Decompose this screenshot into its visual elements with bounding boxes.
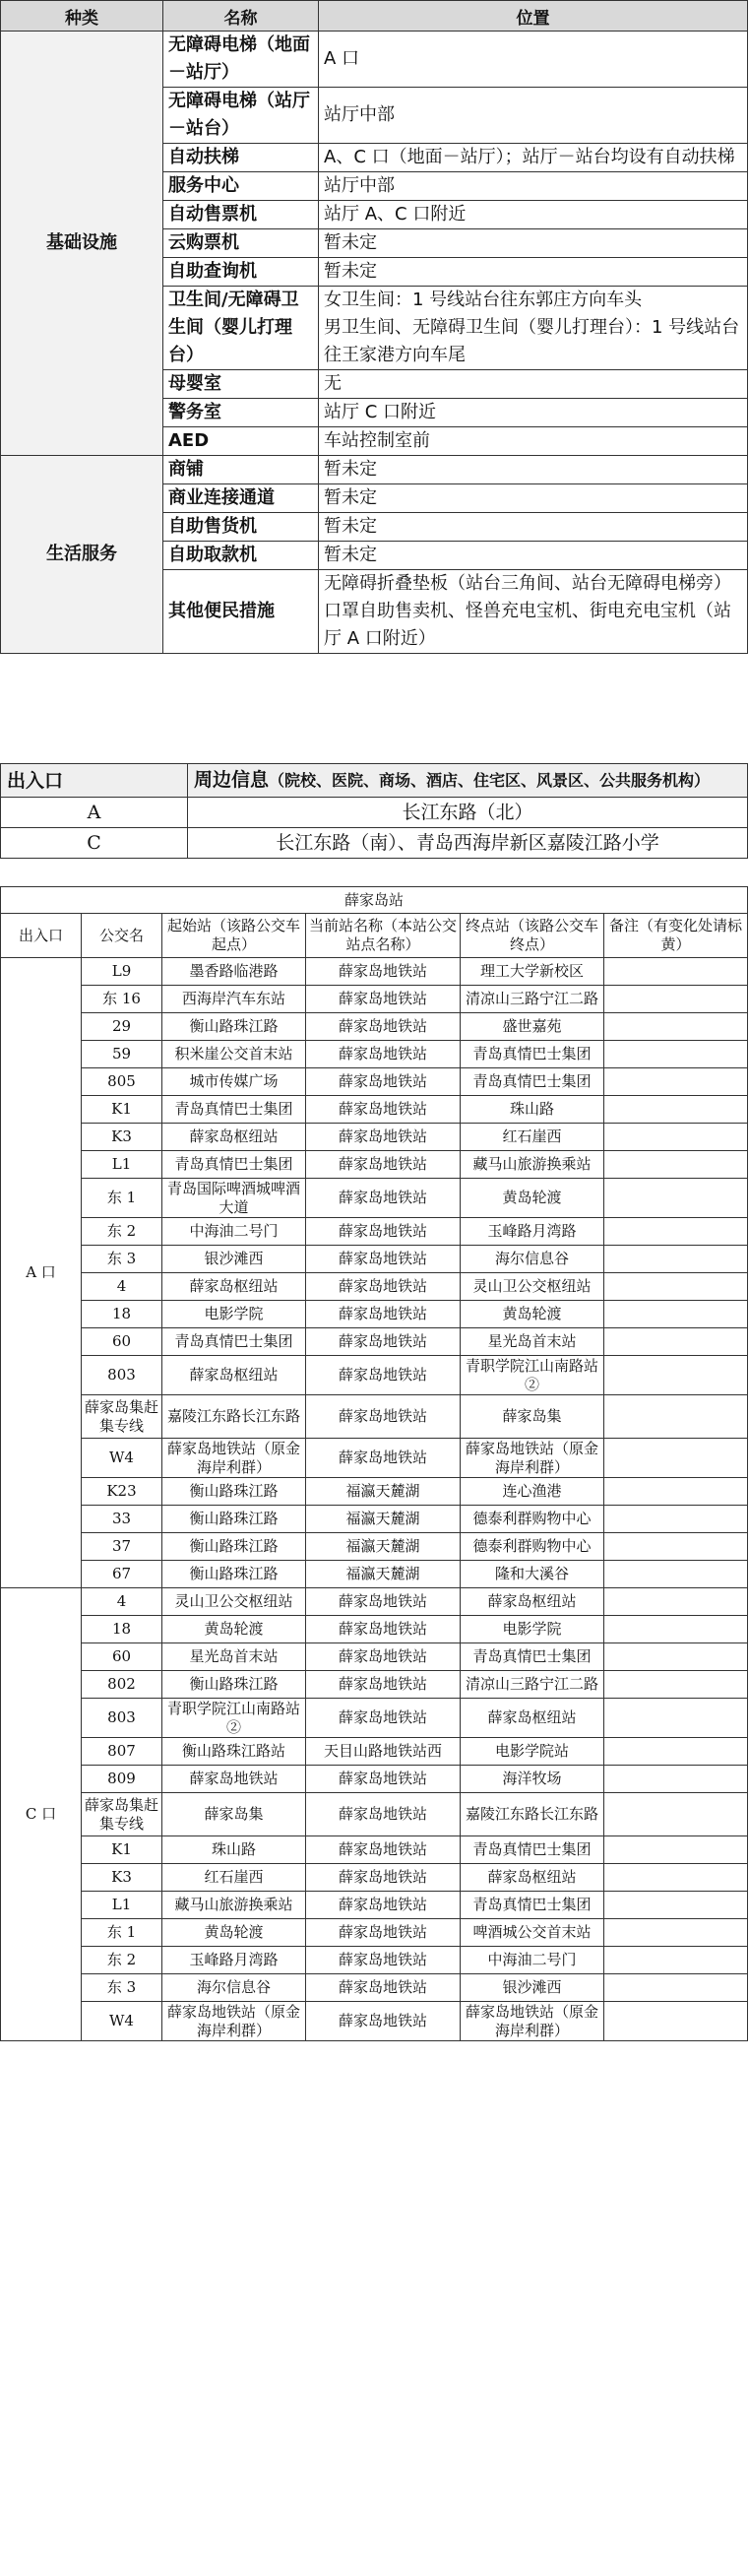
facility-category: 生活服务 — [1, 456, 163, 654]
facility-name: 商铺 — [163, 456, 319, 484]
bus-current: 薛家岛地铁站 — [306, 1793, 461, 1836]
bus-start: 墨香路临港路 — [162, 958, 306, 986]
bus-current: 薛家岛地铁站 — [306, 1356, 461, 1395]
bus-note — [604, 1671, 748, 1699]
bus-line: 东 16 — [82, 986, 162, 1013]
entrance-info: 长江东路（北） — [188, 798, 748, 828]
bus-note — [604, 1616, 748, 1643]
bus-current: 薛家岛地铁站 — [306, 1892, 461, 1919]
bus-start: 藏马山旅游换乘站 — [162, 1892, 306, 1919]
bus-row — [1, 1301, 748, 1328]
bus-current: 薛家岛地铁站 — [306, 1124, 461, 1151]
facility-name: 自动扶梯 — [163, 144, 319, 172]
bus-current: 薛家岛地铁站 — [306, 1013, 461, 1041]
facility-position: 无障碍折叠垫板（站台三角间、站台无障碍电梯旁） 口罩自助售卖机、怪兽充电宝机、街电充电宝机（站厅 A 口附近） — [319, 570, 748, 654]
bus-end: 德泰利群购物中心 — [461, 1506, 604, 1533]
bus-note — [604, 1041, 748, 1068]
bus-end: 隆和大溪谷 — [461, 1561, 604, 1588]
facility-name: 母婴室 — [163, 370, 319, 399]
bus-entrance: C 口 — [1, 1588, 82, 2041]
bus-start: 电影学院 — [162, 1301, 306, 1328]
entrance-row — [1, 828, 748, 859]
header-position: 位置 — [319, 1, 748, 32]
bus-row — [1, 1974, 748, 2002]
bus-row — [1, 1218, 748, 1246]
facility-name: 卫生间/无障碍卫生间（婴儿打理台） — [163, 287, 319, 370]
facility-name: 无障碍电梯（地面－站厅） — [163, 32, 319, 88]
bus-start: 青岛国际啤酒城啤酒大道 — [162, 1179, 306, 1218]
entrance-gate: A — [1, 798, 188, 828]
bus-start: 薛家岛地铁站（原金海岸利群） — [162, 1439, 306, 1478]
bus-end: 海尔信息谷 — [461, 1246, 604, 1273]
bus-line: W4 — [82, 1439, 162, 1478]
bus-entrance: A 口 — [1, 958, 82, 1588]
bus-start: 青岛真情巴士集团 — [162, 1328, 306, 1356]
bus-row — [1, 1506, 748, 1533]
facility-name: 云购票机 — [163, 229, 319, 258]
bus-end: 连心渔港 — [461, 1478, 604, 1506]
bus-note — [604, 1506, 748, 1533]
bus-row — [1, 1439, 748, 1478]
bus-row — [1, 1124, 748, 1151]
bus-header-cell: 公交名 — [82, 914, 162, 958]
bus-note — [604, 1974, 748, 2002]
bus-row — [1, 1793, 748, 1836]
bus-start: 薛家岛枢纽站 — [162, 1124, 306, 1151]
bus-line: 59 — [82, 1041, 162, 1068]
bus-line: K23 — [82, 1478, 162, 1506]
bus-note — [604, 1439, 748, 1478]
bus-end: 薛家岛地铁站（原金海岸利群） — [461, 1439, 604, 1478]
bus-row — [1, 1246, 748, 1273]
bus-row — [1, 1738, 748, 1766]
bus-start: 积米崖公交首末站 — [162, 1041, 306, 1068]
bus-row — [1, 1919, 748, 1947]
bus-current: 薛家岛地铁站 — [306, 1919, 461, 1947]
bus-line: 67 — [82, 1561, 162, 1588]
bus-end: 薛家岛枢纽站 — [461, 1588, 604, 1616]
bus-line: 薛家岛集赶集专线 — [82, 1395, 162, 1439]
bus-title-row — [1, 887, 748, 914]
bus-row — [1, 1533, 748, 1561]
facility-name: 自动售票机 — [163, 201, 319, 229]
bus-row — [1, 1151, 748, 1179]
bus-row — [1, 1273, 748, 1301]
facility-position: 暂未定 — [319, 258, 748, 287]
entrances-header-row — [1, 764, 748, 798]
bus-current: 薛家岛地铁站 — [306, 1439, 461, 1478]
bus-end: 黄岛轮渡 — [461, 1301, 604, 1328]
bus-row — [1, 1478, 748, 1506]
bus-start: 星光岛首末站 — [162, 1643, 306, 1671]
facility-name: 商业连接通道 — [163, 484, 319, 513]
bus-start: 衡山路珠江路 — [162, 1478, 306, 1506]
bus-end: 薛家岛枢纽站 — [461, 1699, 604, 1738]
bus-note — [604, 1013, 748, 1041]
bus-end: 青岛真情巴士集团 — [461, 1892, 604, 1919]
bus-start: 黄岛轮渡 — [162, 1919, 306, 1947]
bus-end: 盛世嘉苑 — [461, 1013, 604, 1041]
bus-line: 4 — [82, 1273, 162, 1301]
bus-line: K1 — [82, 1096, 162, 1124]
bus-end: 黄岛轮渡 — [461, 1179, 604, 1218]
facility-name: 警务室 — [163, 399, 319, 427]
bus-start: 衡山路珠江路 — [162, 1533, 306, 1561]
bus-line: L9 — [82, 958, 162, 986]
bus-note — [604, 1395, 748, 1439]
bus-start: 衡山路珠江路 — [162, 1671, 306, 1699]
bus-start: 珠山路 — [162, 1836, 306, 1864]
bus-end: 清凉山三路宁江二路 — [461, 986, 604, 1013]
bus-header-cell: 终点站（该路公交车终点） — [461, 914, 604, 958]
bus-current: 福瀛天麓湖 — [306, 1506, 461, 1533]
bus-note — [604, 1699, 748, 1738]
facility-position: 暂未定 — [319, 484, 748, 513]
bus-start: 薛家岛枢纽站 — [162, 1273, 306, 1301]
bus-current: 薛家岛地铁站 — [306, 1301, 461, 1328]
bus-note — [604, 1643, 748, 1671]
facility-name: 自助查询机 — [163, 258, 319, 287]
bus-current: 薛家岛地铁站 — [306, 1328, 461, 1356]
bus-row — [1, 1864, 748, 1892]
bus-start: 衡山路珠江路站 — [162, 1738, 306, 1766]
bus-end: 星光岛首末站 — [461, 1328, 604, 1356]
facility-position: 暂未定 — [319, 542, 748, 570]
bus-current: 薛家岛地铁站 — [306, 1643, 461, 1671]
bus-current: 天目山路地铁站西 — [306, 1738, 461, 1766]
bus-current: 薛家岛地铁站 — [306, 1395, 461, 1439]
bus-note — [604, 986, 748, 1013]
bus-end: 嘉陵江东路长江东路 — [461, 1793, 604, 1836]
bus-line: 薛家岛集赶集专线 — [82, 1793, 162, 1836]
bus-note — [604, 1947, 748, 1974]
bus-current: 薛家岛地铁站 — [306, 958, 461, 986]
bus-note — [604, 1766, 748, 1793]
bus-row — [1, 1643, 748, 1671]
bus-start: 黄岛轮渡 — [162, 1616, 306, 1643]
bus-note — [604, 1068, 748, 1096]
facility-position: 站厅 C 口附近 — [319, 399, 748, 427]
bus-line: 807 — [82, 1738, 162, 1766]
entrance-header-gate: 出入口 — [1, 764, 188, 798]
bus-note — [604, 958, 748, 986]
bus-start: 红石崖西 — [162, 1864, 306, 1892]
bus-header-cell: 起始站（该路公交车起点） — [162, 914, 306, 958]
bus-line: 东 2 — [82, 1947, 162, 1974]
bus-row — [1, 1836, 748, 1864]
bus-end: 青职学院江山南路站② — [461, 1356, 604, 1395]
entrances-table — [0, 763, 748, 859]
bus-current: 薛家岛地铁站 — [306, 986, 461, 1013]
bus-end: 灵山卫公交枢纽站 — [461, 1273, 604, 1301]
bus-row — [1, 958, 748, 986]
facility-position: 站厅 A、C 口附近 — [319, 201, 748, 229]
bus-end: 青岛真情巴士集团 — [461, 1836, 604, 1864]
bus-end: 青岛真情巴士集团 — [461, 1643, 604, 1671]
header-name: 名称 — [163, 1, 319, 32]
bus-current: 薛家岛地铁站 — [306, 1246, 461, 1273]
bus-row — [1, 1947, 748, 1974]
bus-note — [604, 1179, 748, 1218]
facilities-table — [0, 0, 748, 654]
bus-end: 薛家岛集 — [461, 1395, 604, 1439]
bus-current: 薛家岛地铁站 — [306, 2002, 461, 2041]
bus-start: 西海岸汽车东站 — [162, 986, 306, 1013]
bus-note — [604, 1478, 748, 1506]
bus-start: 薛家岛集 — [162, 1793, 306, 1836]
bus-row — [1, 1356, 748, 1395]
bus-row — [1, 1561, 748, 1588]
bus-start: 衡山路珠江路 — [162, 1561, 306, 1588]
bus-current: 薛家岛地铁站 — [306, 1766, 461, 1793]
facility-row — [1, 32, 748, 88]
bus-line: 803 — [82, 1699, 162, 1738]
bus-note — [604, 1124, 748, 1151]
bus-line: 60 — [82, 1328, 162, 1356]
entrance-info: 长江东路（南）、青岛西海岸新区嘉陵江路小学 — [188, 828, 748, 859]
bus-row — [1, 1328, 748, 1356]
bus-note — [604, 1151, 748, 1179]
bus-line: K3 — [82, 1864, 162, 1892]
bus-row — [1, 1671, 748, 1699]
bus-note — [604, 1864, 748, 1892]
bus-start: 薛家岛地铁站（原金海岸利群） — [162, 2002, 306, 2041]
entrance-row — [1, 798, 748, 828]
bus-end: 德泰利群购物中心 — [461, 1533, 604, 1561]
facility-position: A、C 口（地面－站厅）；站厅－站台均设有自动扶梯 — [319, 144, 748, 172]
bus-current: 薛家岛地铁站 — [306, 1671, 461, 1699]
bus-row — [1, 1892, 748, 1919]
bus-start: 玉峰路月湾路 — [162, 1947, 306, 1974]
bus-note — [604, 1738, 748, 1766]
bus-start: 衡山路珠江路 — [162, 1506, 306, 1533]
bus-header-row — [1, 914, 748, 958]
bus-end: 玉峰路月湾路 — [461, 1218, 604, 1246]
bus-start: 青职学院江山南路站② — [162, 1699, 306, 1738]
bus-start: 中海油二号门 — [162, 1218, 306, 1246]
bus-current: 福瀛天麓湖 — [306, 1561, 461, 1588]
facility-position: 暂未定 — [319, 229, 748, 258]
bus-line: 29 — [82, 1013, 162, 1041]
bus-line: 18 — [82, 1301, 162, 1328]
bus-end: 青岛真情巴士集团 — [461, 1068, 604, 1096]
bus-end: 电影学院 — [461, 1616, 604, 1643]
entrance-gate: C — [1, 828, 188, 859]
bus-current: 薛家岛地铁站 — [306, 1068, 461, 1096]
bus-current: 薛家岛地铁站 — [306, 1864, 461, 1892]
bus-end: 珠山路 — [461, 1096, 604, 1124]
bus-note — [604, 1561, 748, 1588]
bus-line: 803 — [82, 1356, 162, 1395]
bus-end: 海洋牧场 — [461, 1766, 604, 1793]
bus-start: 嘉陵江东路长江东路 — [162, 1395, 306, 1439]
bus-end: 中海油二号门 — [461, 1947, 604, 1974]
bus-row — [1, 986, 748, 1013]
bus-current: 薛家岛地铁站 — [306, 1699, 461, 1738]
bus-current: 薛家岛地铁站 — [306, 1151, 461, 1179]
bus-table — [0, 886, 748, 2041]
bus-row — [1, 1068, 748, 1096]
bus-note — [604, 1533, 748, 1561]
bus-row — [1, 1013, 748, 1041]
bus-end: 银沙滩西 — [461, 1974, 604, 2002]
bus-row — [1, 1096, 748, 1124]
facility-category: 基础设施 — [1, 32, 163, 456]
bus-note — [604, 1793, 748, 1836]
bus-line: 东 2 — [82, 1218, 162, 1246]
bus-end: 理工大学新校区 — [461, 958, 604, 986]
bus-row — [1, 1766, 748, 1793]
facility-position: 无 — [319, 370, 748, 399]
facility-position: 站厅中部 — [319, 172, 748, 201]
bus-line: 60 — [82, 1643, 162, 1671]
bus-note — [604, 1246, 748, 1273]
bus-start: 青岛真情巴士集团 — [162, 1096, 306, 1124]
facility-position: 站厅中部 — [319, 88, 748, 144]
bus-line: 18 — [82, 1616, 162, 1643]
bus-header-cell: 当前站名称（本站公交站点名称） — [306, 914, 461, 958]
bus-current: 薛家岛地铁站 — [306, 1616, 461, 1643]
bus-row — [1, 1395, 748, 1439]
bus-line: 805 — [82, 1068, 162, 1096]
bus-current: 薛家岛地铁站 — [306, 1273, 461, 1301]
bus-end: 薛家岛地铁站（原金海岸利群） — [461, 2002, 604, 2041]
bus-line: L1 — [82, 1892, 162, 1919]
bus-row — [1, 1616, 748, 1643]
bus-end: 薛家岛枢纽站 — [461, 1864, 604, 1892]
entrance-header-info: 周边信息（院校、医院、商场、酒店、住宅区、风景区、公共服务机构） — [188, 764, 748, 798]
bus-line: L1 — [82, 1151, 162, 1179]
bus-note — [604, 1588, 748, 1616]
bus-end: 啤酒城公交首末站 — [461, 1919, 604, 1947]
station-title: 薛家岛站 — [1, 887, 748, 914]
bus-current: 薛家岛地铁站 — [306, 1974, 461, 2002]
facility-name: AED — [163, 427, 319, 456]
bus-note — [604, 1096, 748, 1124]
bus-row — [1, 1041, 748, 1068]
bus-end: 电影学院站 — [461, 1738, 604, 1766]
bus-start: 海尔信息谷 — [162, 1974, 306, 2002]
facility-position: 车站控制室前 — [319, 427, 748, 456]
bus-start: 薛家岛地铁站 — [162, 1766, 306, 1793]
bus-line: W4 — [82, 2002, 162, 2041]
bus-note — [604, 1301, 748, 1328]
bus-note — [604, 1218, 748, 1246]
bus-start: 青岛真情巴士集团 — [162, 1151, 306, 1179]
facility-row — [1, 456, 748, 484]
bus-row — [1, 1588, 748, 1616]
bus-note — [604, 1328, 748, 1356]
bus-current: 薛家岛地铁站 — [306, 1947, 461, 1974]
bus-note — [604, 2002, 748, 2041]
bus-current: 薛家岛地铁站 — [306, 1041, 461, 1068]
bus-end: 青岛真情巴士集团 — [461, 1041, 604, 1068]
bus-line: K3 — [82, 1124, 162, 1151]
facility-name: 服务中心 — [163, 172, 319, 201]
bus-current: 薛家岛地铁站 — [306, 1588, 461, 1616]
facility-position: A 口 — [319, 32, 748, 88]
bus-header-cell: 出入口 — [1, 914, 82, 958]
bus-line: K1 — [82, 1836, 162, 1864]
bus-current: 薛家岛地铁站 — [306, 1836, 461, 1864]
bus-line: 东 1 — [82, 1919, 162, 1947]
bus-current: 福瀛天麓湖 — [306, 1478, 461, 1506]
facility-position: 暂未定 — [319, 513, 748, 542]
bus-row — [1, 2002, 748, 2041]
bus-start: 城市传媒广场 — [162, 1068, 306, 1096]
header-category: 种类 — [1, 1, 163, 32]
bus-line: 33 — [82, 1506, 162, 1533]
bus-note — [604, 1273, 748, 1301]
facility-position: 暂未定 — [319, 456, 748, 484]
bus-start: 银沙滩西 — [162, 1246, 306, 1273]
facility-name: 无障碍电梯（站厅－站台） — [163, 88, 319, 144]
bus-note — [604, 1356, 748, 1395]
bus-note — [604, 1836, 748, 1864]
bus-line: 802 — [82, 1671, 162, 1699]
bus-line: 809 — [82, 1766, 162, 1793]
bus-current: 薛家岛地铁站 — [306, 1179, 461, 1218]
bus-row — [1, 1179, 748, 1218]
bus-current: 福瀛天麓湖 — [306, 1533, 461, 1561]
bus-start: 薛家岛枢纽站 — [162, 1356, 306, 1395]
bus-row — [1, 1699, 748, 1738]
bus-end: 红石崖西 — [461, 1124, 604, 1151]
bus-line: 东 3 — [82, 1974, 162, 2002]
bus-line: 4 — [82, 1588, 162, 1616]
bus-note — [604, 1892, 748, 1919]
facilities-header-row — [1, 1, 748, 32]
facility-position: 女卫生间：1 号线站台往东郭庄方向车头 男卫生间、无障碍卫生间（婴儿打理台）：1 号线站台往王家港方向车尾 — [319, 287, 748, 370]
bus-current: 薛家岛地铁站 — [306, 1096, 461, 1124]
bus-line: 东 3 — [82, 1246, 162, 1273]
bus-line: 37 — [82, 1533, 162, 1561]
bus-note — [604, 1919, 748, 1947]
bus-start: 灵山卫公交枢纽站 — [162, 1588, 306, 1616]
bus-end: 藏马山旅游换乘站 — [461, 1151, 604, 1179]
bus-end: 清凉山三路宁江二路 — [461, 1671, 604, 1699]
facility-name: 自助取款机 — [163, 542, 319, 570]
bus-line: 东 1 — [82, 1179, 162, 1218]
facility-name: 其他便民措施 — [163, 570, 319, 654]
bus-header-cell: 备注（有变化处请标黄） — [604, 914, 748, 958]
bus-start: 衡山路珠江路 — [162, 1013, 306, 1041]
facility-name: 自助售货机 — [163, 513, 319, 542]
bus-current: 薛家岛地铁站 — [306, 1218, 461, 1246]
